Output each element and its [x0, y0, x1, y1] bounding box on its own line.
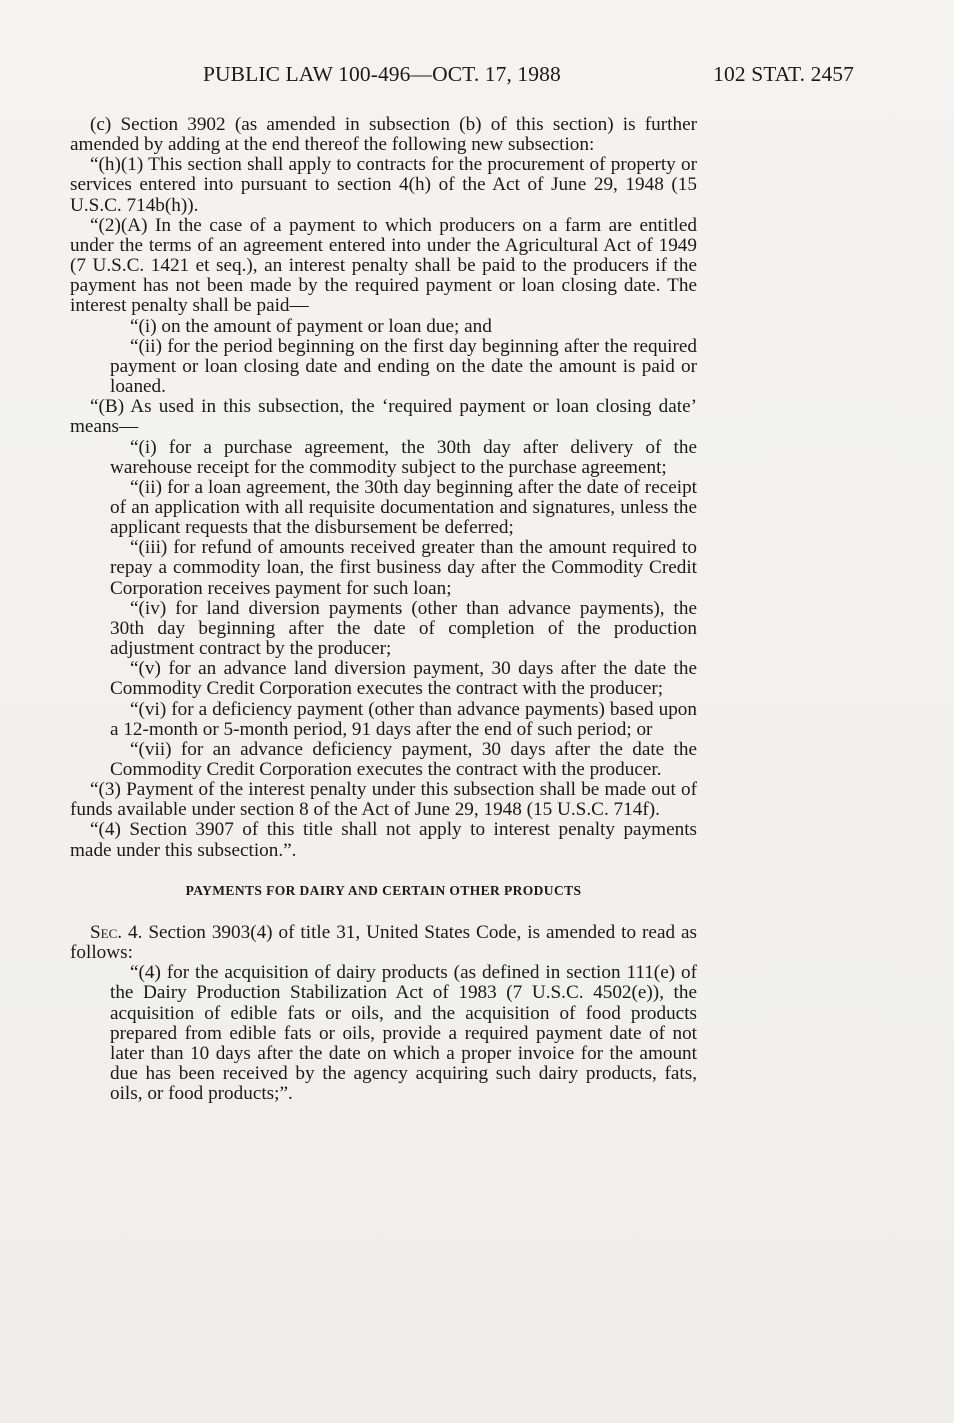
section-4-paragraph: [70, 923, 697, 963]
paragraph-h1: “(h)(1) This section shall apply to contracts for the procurement of property or services entered into pursuant to section 4(h) of the Act of June 29, 1948 (15 U.S.C. 714b(h)).: [70, 154, 697, 216]
paragraph-h3: “(3) Payment of the interest penalty under this subsection shall be made out of funds available under section 8 of the Act of June 29, 1948 (15 U.S.C. 714f).: [70, 779, 697, 821]
section-4-text: Section 3903(4) of title 31, United States Code, is amended to read as follows:: [70, 921, 697, 964]
paragraph-c: (c) Section 3902 (as amended in subsection (b) of this section) is further amended by adding at the end thereof the following new subsection:: [70, 114, 697, 156]
header-stat-page: 102 STAT. 2457: [713, 62, 854, 86]
clause-b-ii: “(ii) for a loan agreement, the 30th day beginning after the date of receipt of an application with all requisite documentation and signatures, unless the applicant requests that the disbursement be deferred;: [110, 476, 697, 539]
clause-b-iii: “(iii) for refund of amounts received greater than the amount required to repay a commodity loan, the first business day after the Commodity Credit Corporation receives payment for such loan;: [110, 537, 697, 599]
paragraph-h4: “(4) Section 3907 of this title shall not apply to interest penalty payments made under this subsection.”.: [70, 819, 697, 861]
section-4-item: “(4) for the acquisition of dairy products (as defined in section 111(e) of the Dairy Production Stabilization Act of 1983 (7 U.S.C. 4502(e)), the acquisition of edible fats or oils, and the acquisition of food products prepared from edible fats or oils, provide a required payment date of not later than 10 days after the date on which a proper invoice for the amount due has been received by the agency acquiring such dairy products, fats, oils, or food products;”.: [110, 962, 697, 1105]
document-body: [70, 115, 697, 1104]
clause-a-ii: “(ii) for the period beginning on the first day beginning after the required payment or loan closing date and ending on the date the amount is paid or loaned.: [110, 335, 697, 398]
header-law-citation: PUBLIC LAW 100-496—OCT. 17, 1988: [203, 62, 561, 86]
clause-a-i: “(i) on the amount of payment or loan due; and: [130, 315, 492, 337]
clause-b-iv: “(iv) for land diversion payments (other than advance payments), the 30th day beginning after the date of completion of the production adjustment contract by the producer;: [110, 597, 697, 660]
page-header: [70, 62, 854, 96]
clause-b-vi: “(vi) for a deficiency payment (other than advance payments) based upon a 12-month or 5-month period, 91 days after the end of such period; or: [110, 698, 697, 740]
paragraph-h2a: “(2)(A) In the case of a payment to which producers on a farm are entitled under the terms of an agreement entered into under the Agricultural Act of 1949 (7 U.S.C. 1421 et seq.), an interest penalty shall be paid to the producers if the payment has not been made by the required payment or loan closing date. The interest penalty shall be paid—: [70, 214, 697, 317]
clause-b-i: “(i) for a purchase agreement, the 30th day after delivery of the warehouse receipt for the commodity subject to the purchase agreement;: [110, 436, 697, 478]
clause-b-v: “(v) for an advance land diversion payment, 30 days after the date the Commodity Credit Corporation executes the contract with the producer;: [110, 658, 697, 700]
section-label: Sec. 4.: [90, 921, 143, 943]
section-heading: PAYMENTS FOR DAIRY AND CERTAIN OTHER PRODUCTS: [185, 882, 582, 898]
paragraph-h2b: “(B) As used in this subsection, the ‘required payment or loan closing date’ means—: [70, 396, 697, 438]
clause-b-vii: “(vii) for an advance deficiency payment, 30 days after the date the Commodity Credit Corporation executes the contract with the producer.: [110, 738, 697, 780]
